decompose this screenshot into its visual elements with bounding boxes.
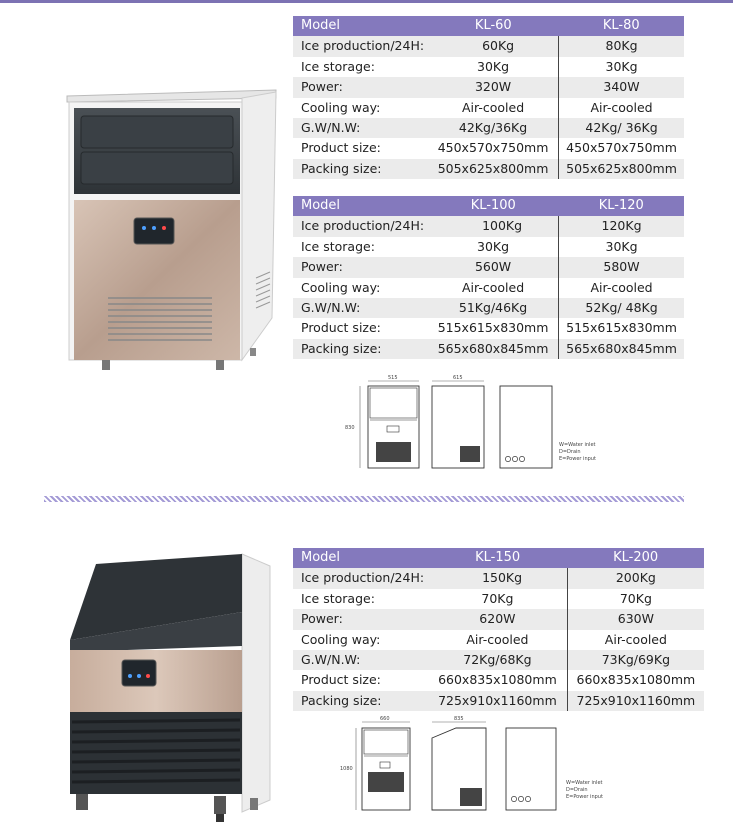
table-row	[293, 98, 684, 118]
table-row	[293, 568, 704, 588]
table-header-row	[293, 548, 704, 568]
product-size-value: 515x615x830mm	[428, 318, 558, 338]
table-row	[293, 237, 684, 257]
power-label: Power:	[293, 609, 428, 629]
model-label: Model	[293, 196, 428, 216]
packing-size-value: 725x910x1160mm	[428, 691, 567, 711]
legend-power-input: E=Power input	[559, 456, 596, 462]
cooling-way-label: Cooling way:	[293, 630, 428, 650]
product-size-value: 660x835x1080mm	[428, 670, 567, 690]
packing-size-value: 505x625x800mm	[559, 159, 684, 179]
gw-nw-value: 52Kg/ 48Kg	[559, 298, 684, 318]
spec-table-kl150-kl200	[293, 548, 704, 711]
cooling-way-label: Cooling way:	[293, 98, 428, 118]
packing-size-value: 505x625x800mm	[428, 159, 558, 179]
ice-machine-small-image	[64, 88, 280, 378]
table-row	[293, 318, 684, 338]
legend-drain: D=Drain	[559, 449, 581, 455]
power-value: 630W	[567, 609, 704, 629]
drawing-height-label: 1080	[340, 766, 353, 772]
cooling-way-value: Air-cooled	[428, 98, 558, 118]
ice-storage-value: 30Kg	[428, 237, 558, 257]
gw-nw-value: 42Kg/ 36Kg	[559, 118, 684, 138]
ice-production-label: Ice production/24H:	[293, 36, 428, 56]
model-label: Model	[293, 16, 428, 36]
gw-nw-label: G.W/N.W:	[293, 118, 428, 138]
packing-size-label: Packing size:	[293, 159, 428, 179]
ice-storage-label: Ice storage:	[293, 589, 428, 609]
gw-nw-label: G.W/N.W:	[293, 298, 428, 318]
spec-table-kl60-kl80	[293, 16, 684, 179]
product-size-label: Product size:	[293, 670, 428, 690]
ice-production-value: 100Kg	[428, 216, 558, 236]
table-row	[293, 159, 684, 179]
cooling-way-value: Air-cooled	[559, 98, 684, 118]
legend-power-input: E=Power input	[566, 794, 603, 800]
legend-drain: D=Drain	[566, 787, 588, 793]
product-size-label: Product size:	[293, 318, 428, 338]
power-label: Power:	[293, 257, 428, 277]
packing-size-value: 565x680x845mm	[428, 339, 558, 359]
ice-production-value: 200Kg	[567, 568, 704, 588]
model-name: KL-200	[567, 548, 704, 568]
table-row	[293, 298, 684, 318]
ice-production-label: Ice production/24H:	[293, 568, 428, 588]
legend-water-inlet: W=Water inlet	[559, 442, 596, 448]
ice-machine-large-image	[64, 552, 278, 832]
ice-production-value: 150Kg	[428, 568, 567, 588]
packing-size-value: 565x680x845mm	[559, 339, 684, 359]
table-row	[293, 670, 704, 690]
table-header-row	[293, 196, 684, 216]
ice-production-value: 60Kg	[428, 36, 558, 56]
drawing-depth-label: 835	[454, 716, 464, 722]
cooling-way-label: Cooling way:	[293, 278, 428, 298]
ice-production-value: 120Kg	[559, 216, 684, 236]
power-value: 560W	[428, 257, 558, 277]
model-name: KL-80	[559, 16, 684, 36]
spec-table-kl100-kl120	[293, 196, 684, 359]
drawing-depth-label: 615	[453, 375, 463, 381]
table-row	[293, 257, 684, 277]
dimension-drawing-2	[340, 712, 620, 822]
gw-nw-value: 51Kg/46Kg	[428, 298, 558, 318]
ice-storage-value: 30Kg	[559, 237, 684, 257]
gw-nw-value: 42Kg/36Kg	[428, 118, 558, 138]
section-divider	[44, 496, 684, 502]
power-label: Power:	[293, 77, 428, 97]
dimension-drawing-1	[342, 372, 610, 478]
drawing-width-label: 660	[380, 716, 390, 722]
gw-nw-label: G.W/N.W:	[293, 650, 428, 670]
drawing-height-label: 830	[345, 425, 355, 431]
product-size-value: 450x570x750mm	[559, 138, 684, 158]
ice-storage-value: 70Kg	[428, 589, 567, 609]
model-label: Model	[293, 548, 428, 568]
ice-production-value: 80Kg	[559, 36, 684, 56]
power-value: 620W	[428, 609, 567, 629]
ice-storage-value: 30Kg	[428, 57, 558, 77]
table-row	[293, 77, 684, 97]
table-row	[293, 691, 704, 711]
table-row	[293, 138, 684, 158]
ice-storage-label: Ice storage:	[293, 237, 428, 257]
ice-storage-label: Ice storage:	[293, 57, 428, 77]
power-value: 340W	[559, 77, 684, 97]
packing-size-value: 725x910x1160mm	[567, 691, 704, 711]
cooling-way-value: Air-cooled	[567, 630, 704, 650]
top-accent-line	[0, 0, 733, 3]
table-row	[293, 118, 684, 138]
model-name: KL-150	[428, 548, 567, 568]
product-size-value: 450x570x750mm	[428, 138, 558, 158]
table-row	[293, 589, 704, 609]
product-size-value: 660x835x1080mm	[567, 670, 704, 690]
model-name: KL-60	[428, 16, 558, 36]
table-row	[293, 36, 684, 56]
gw-nw-value: 73Kg/69Kg	[567, 650, 704, 670]
power-value: 320W	[428, 77, 558, 97]
table-row	[293, 630, 704, 650]
gw-nw-value: 72Kg/68Kg	[428, 650, 567, 670]
cooling-way-value: Air-cooled	[428, 278, 558, 298]
table-row	[293, 609, 704, 629]
table-row	[293, 339, 684, 359]
drawing-width-label: 515	[388, 375, 398, 381]
product-size-value: 515x615x830mm	[559, 318, 684, 338]
product-size-label: Product size:	[293, 138, 428, 158]
ice-storage-value: 30Kg	[559, 57, 684, 77]
table-row	[293, 650, 704, 670]
power-value: 580W	[559, 257, 684, 277]
legend-water-inlet: W=Water inlet	[566, 780, 603, 786]
ice-storage-value: 70Kg	[567, 589, 704, 609]
packing-size-label: Packing size:	[293, 691, 428, 711]
model-name: KL-120	[559, 196, 684, 216]
table-header-row	[293, 16, 684, 36]
packing-size-label: Packing size:	[293, 339, 428, 359]
cooling-way-value: Air-cooled	[559, 278, 684, 298]
ice-production-label: Ice production/24H:	[293, 216, 428, 236]
cooling-way-value: Air-cooled	[428, 630, 567, 650]
table-row	[293, 57, 684, 77]
model-name: KL-100	[428, 196, 558, 216]
table-row	[293, 216, 684, 236]
table-row	[293, 278, 684, 298]
